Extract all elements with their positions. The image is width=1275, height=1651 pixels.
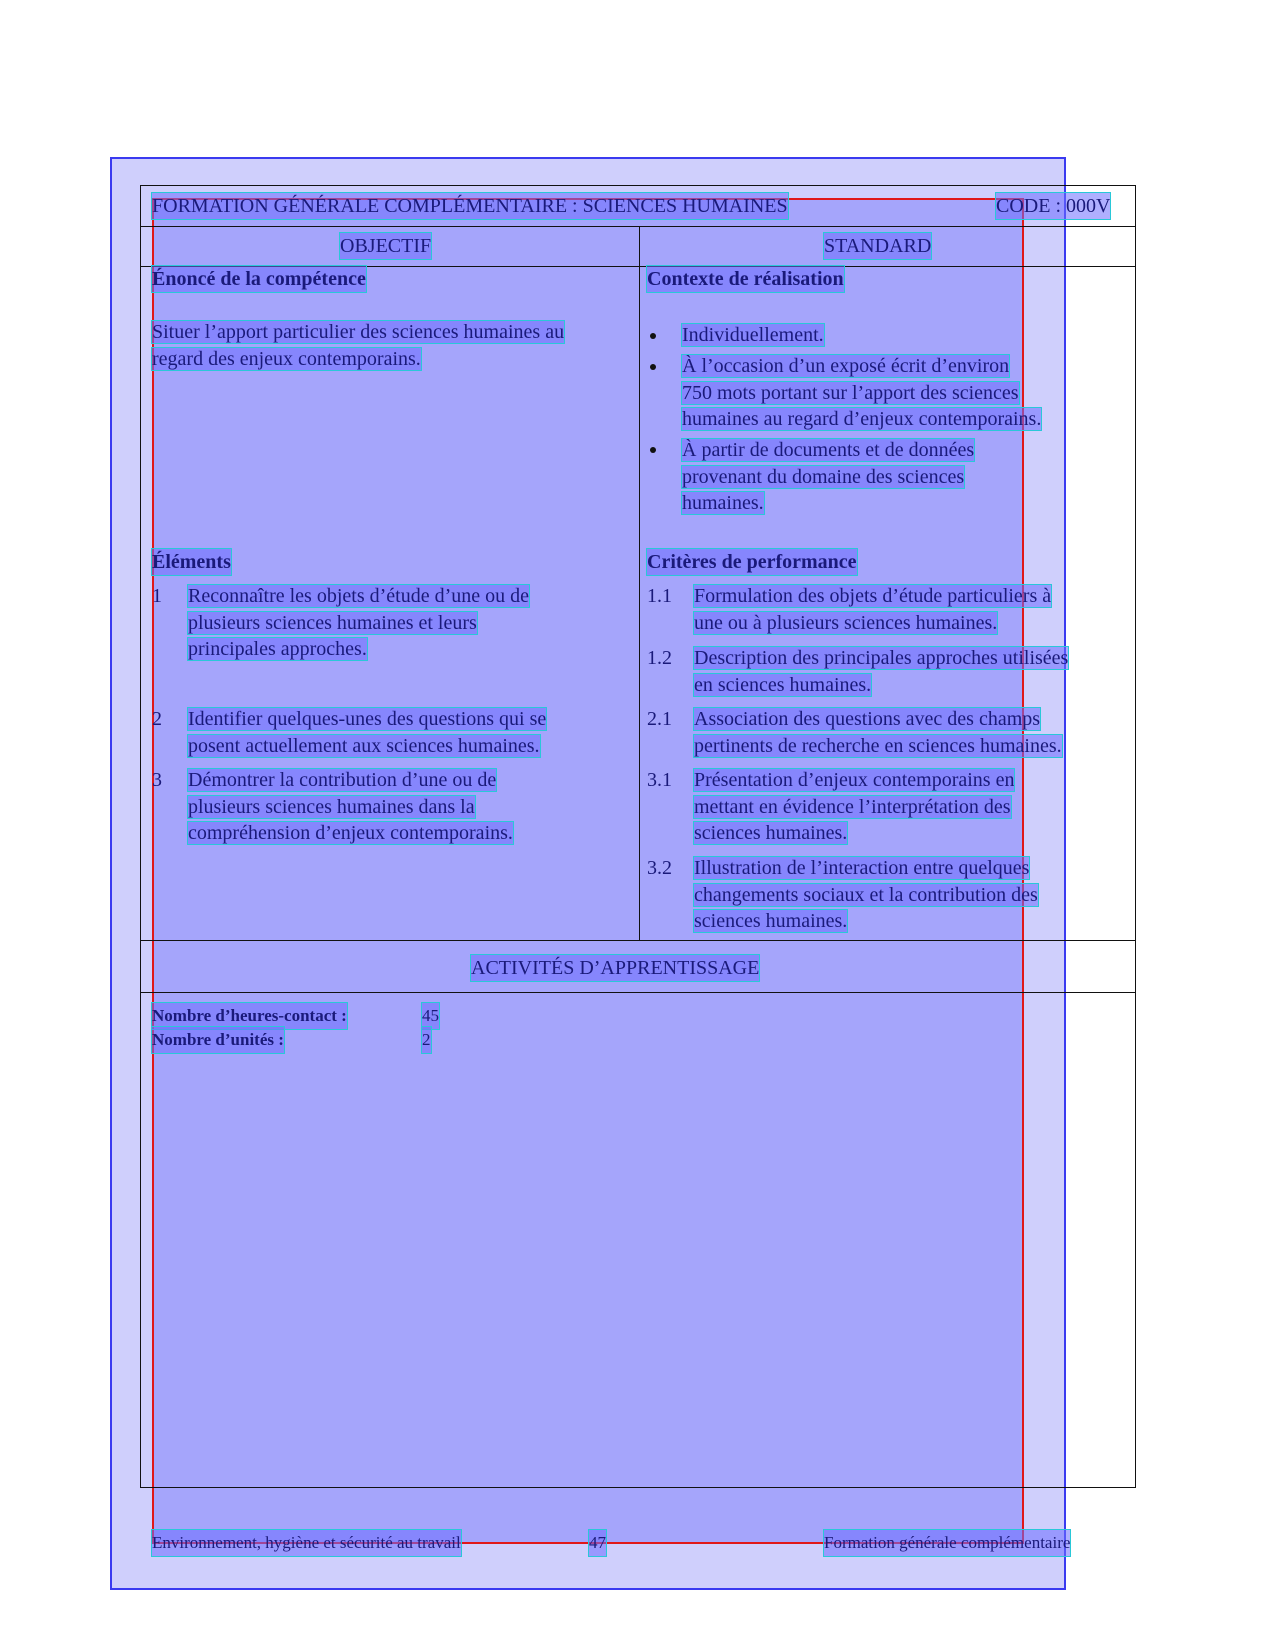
context-item-2: À l’occasion d’un exposé écrit d’environ 750 mots portant sur l’apport des sciences humaines au regard d’enjeux contemporains.: [682, 355, 1042, 430]
context-item-3: À partir de documents et de données provenant du domaine des sciences humaines.: [682, 439, 975, 514]
units-label: Nombre d’unités :: [152, 1027, 284, 1053]
criterion-2-1: Association des questions avec des champs pertinents de recherche en sciences humaines.: [694, 708, 1062, 757]
element-3: Démontrer la contribution d’une ou de plusieurs sciences humaines dans la compréhension d’enjeux contemporains.: [188, 769, 513, 844]
bullet-icon: [650, 333, 656, 339]
header-divider: [141, 226, 1135, 227]
bullet-icon: [650, 447, 656, 453]
page-number: 47: [589, 1530, 606, 1556]
objective-heading: OBJECTIF: [340, 235, 432, 257]
element-number: 3: [152, 769, 162, 791]
criterion-3-1: Présentation d’enjeux contemporains en mettant en évidence l’interprétation des sciences humaines.: [694, 769, 1015, 844]
competence-heading: Énoncé de la compétence: [152, 268, 366, 290]
criterion-3-2: Illustration de l’interaction entre quelques changements sociaux et la contribution des sciences humaines.: [694, 857, 1038, 932]
element-1: Reconnaître les objets d’étude d’une ou de plusieurs sciences humaines et leurs principales approches.: [188, 585, 529, 660]
criterion-number: 1.2: [647, 647, 672, 669]
course-code: CODE : 000V: [996, 195, 1111, 217]
contact-hours-label: Nombre d’heures-contact :: [152, 1003, 347, 1029]
bullet-icon: [650, 364, 656, 370]
footer-program: Environnement, hygiène et sécurité au travail: [152, 1530, 461, 1556]
activities-top-divider: [141, 940, 1135, 941]
activities-bottom-divider: [141, 992, 1135, 993]
column-divider: [639, 226, 640, 940]
element-2: Identifier quelques-unes des questions qui se posent actuellement aux sciences humaines.: [188, 708, 547, 757]
standard-heading: STANDARD: [824, 235, 932, 257]
context-heading: Contexte de réalisation: [647, 268, 844, 290]
competence-statement: Situer l’apport particulier des sciences humaines au regard des enjeux contemporains.: [152, 321, 565, 370]
criterion-1-2: Description des principales approches utilisées en sciences humaines.: [694, 647, 1069, 696]
element-number: 1: [152, 585, 162, 607]
criterion-number: 3.1: [647, 769, 672, 791]
criteria-heading: Critères de performance: [647, 551, 857, 573]
context-item-1: Individuellement.: [682, 324, 824, 346]
footer-section: Formation générale complémentaire: [824, 1530, 1070, 1556]
criterion-number: 3.2: [647, 857, 672, 879]
program-title: FORMATION GÉNÉRALE COMPLÉMENTAIRE : SCIENCES HUMAINES: [152, 195, 788, 217]
units-value: 2: [422, 1027, 431, 1053]
element-number: 2: [152, 708, 162, 730]
contact-hours-value: 45: [422, 1003, 439, 1029]
criterion-number: 1.1: [647, 585, 672, 607]
elements-heading: Éléments: [152, 551, 231, 573]
criterion-number: 2.1: [647, 708, 672, 730]
activities-heading: ACTIVITÉS D’APPRENTISSAGE: [471, 957, 760, 979]
criterion-1-1: Formulation des objets d’étude particuliers à une ou à plusieurs sciences humaines.: [694, 585, 1052, 634]
